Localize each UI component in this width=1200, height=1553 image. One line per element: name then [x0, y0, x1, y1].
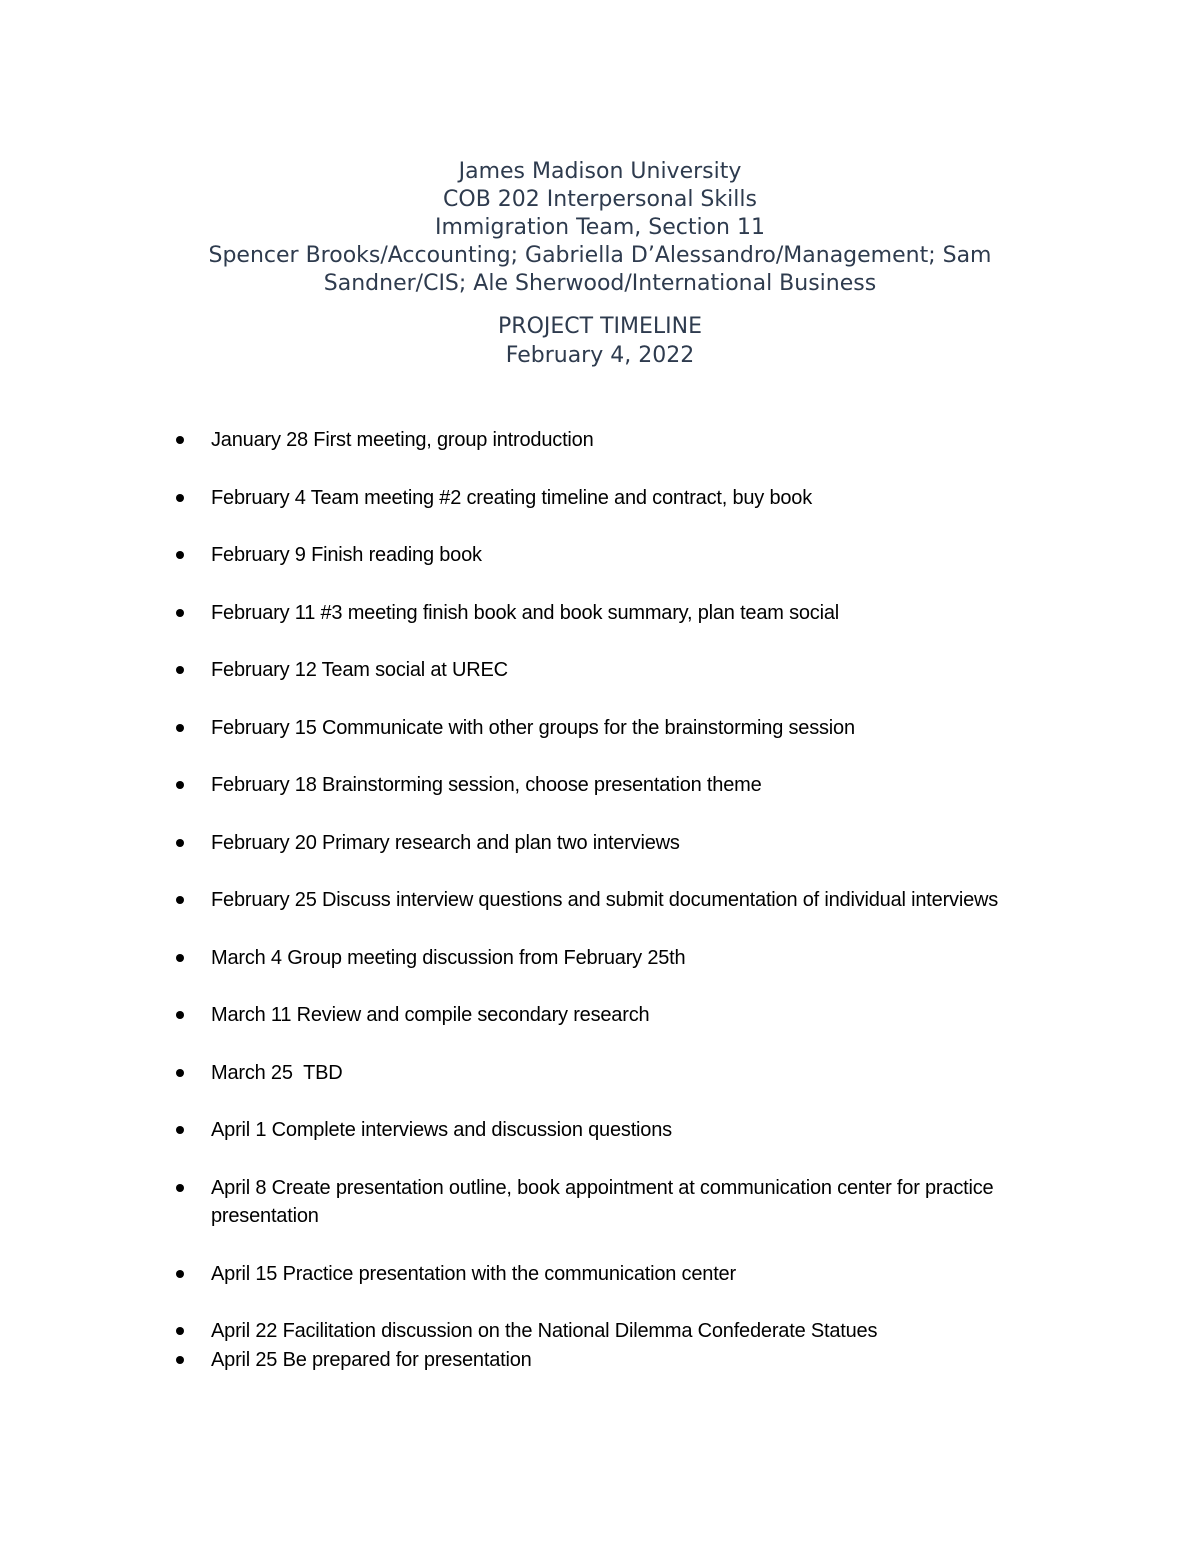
list-item-text: February 12 Team social at UREC	[211, 659, 508, 681]
list-item-text: April 22 Facilitation discussion on the National Dilemma Confederate Statues	[211, 1320, 878, 1342]
bullet-icon	[176, 896, 184, 904]
team-members: Spencer Brooks/Accounting; Gabriella D’Alessandro/Management; Sam Sandner/CIS; Ale Sherwood/International Business	[208, 243, 992, 296]
list-item	[172, 944, 1032, 973]
list-item	[172, 656, 1032, 685]
bullet-icon	[176, 781, 184, 789]
bullet-icon	[176, 1126, 184, 1134]
list-item	[172, 829, 1032, 858]
bullet-icon	[176, 1270, 184, 1278]
team-name: Immigration Team, Section 11	[435, 215, 765, 240]
list-item	[172, 1001, 1032, 1030]
bullet-icon	[176, 1356, 184, 1364]
bullet-icon	[176, 1184, 184, 1192]
list-item	[172, 771, 1032, 800]
list-item-text: February 11 #3 meeting finish book and book summary, plan team social	[211, 601, 840, 624]
bullet-icon	[176, 1069, 184, 1077]
list-item	[172, 1059, 1032, 1088]
bullet-icon	[176, 1011, 184, 1019]
list-item-text: March 25 TBD	[211, 1061, 343, 1084]
list-item-text: February 15 Communicate with other groups for the brainstorming session	[211, 716, 855, 739]
timeline-list	[172, 426, 1032, 1374]
list-item	[172, 1116, 1032, 1145]
list-item	[172, 886, 1032, 915]
list-item	[172, 1260, 1032, 1289]
list-item-text: April 8 Create presentation outline, book appointment at communication center for practice presentation	[211, 1176, 994, 1227]
list-item-text: February 20 Primary research and plan two interviews	[211, 831, 680, 854]
list-item	[172, 599, 1032, 628]
list-item-text: January 28 First meeting, group introduction	[211, 429, 594, 451]
bullet-icon	[176, 494, 184, 502]
list-item-text: February 18 Brainstorming session, choose presentation theme	[211, 774, 762, 796]
list-item-text: February 9 Finish reading book	[211, 544, 482, 566]
list-item-text: February 4 Team meeting #2 creating timeline and contract, buy book	[211, 486, 813, 509]
bullet-icon	[176, 666, 184, 674]
bullet-icon	[176, 1327, 184, 1335]
bullet-icon	[176, 724, 184, 732]
list-item-text: March 4 Group meeting discussion from February 25th	[211, 946, 686, 969]
list-item-text: April 25 Be prepared for presentation	[211, 1348, 532, 1371]
list-item	[172, 714, 1032, 743]
list-item	[172, 541, 1032, 570]
document-header	[150, 158, 1050, 298]
document-date: February 4, 2022	[505, 343, 695, 368]
list-item	[172, 1317, 1032, 1346]
list-item-text: March 11 Review and compile secondary research	[211, 1004, 650, 1026]
bullet-icon	[176, 551, 184, 559]
bullet-icon	[176, 954, 184, 962]
list-item	[172, 426, 1032, 455]
course-name: COB 202 Interpersonal Skills	[443, 187, 757, 212]
bullet-icon	[176, 839, 184, 847]
title-block	[150, 312, 1050, 370]
list-item	[172, 1346, 1032, 1375]
list-item-text: February 25 Discuss interview questions and submit documentation of individual interviews	[211, 889, 999, 911]
bullet-icon	[176, 436, 184, 444]
university-name: James Madison University	[458, 159, 742, 184]
list-item	[172, 1174, 1032, 1231]
list-item	[172, 484, 1032, 513]
list-item-text: April 1 Complete interviews and discussion questions	[211, 1119, 672, 1141]
list-item-text: April 15 Practice presentation with the communication center	[211, 1262, 736, 1285]
bullet-icon	[176, 609, 184, 617]
document-title: PROJECT TIMELINE	[498, 314, 702, 339]
